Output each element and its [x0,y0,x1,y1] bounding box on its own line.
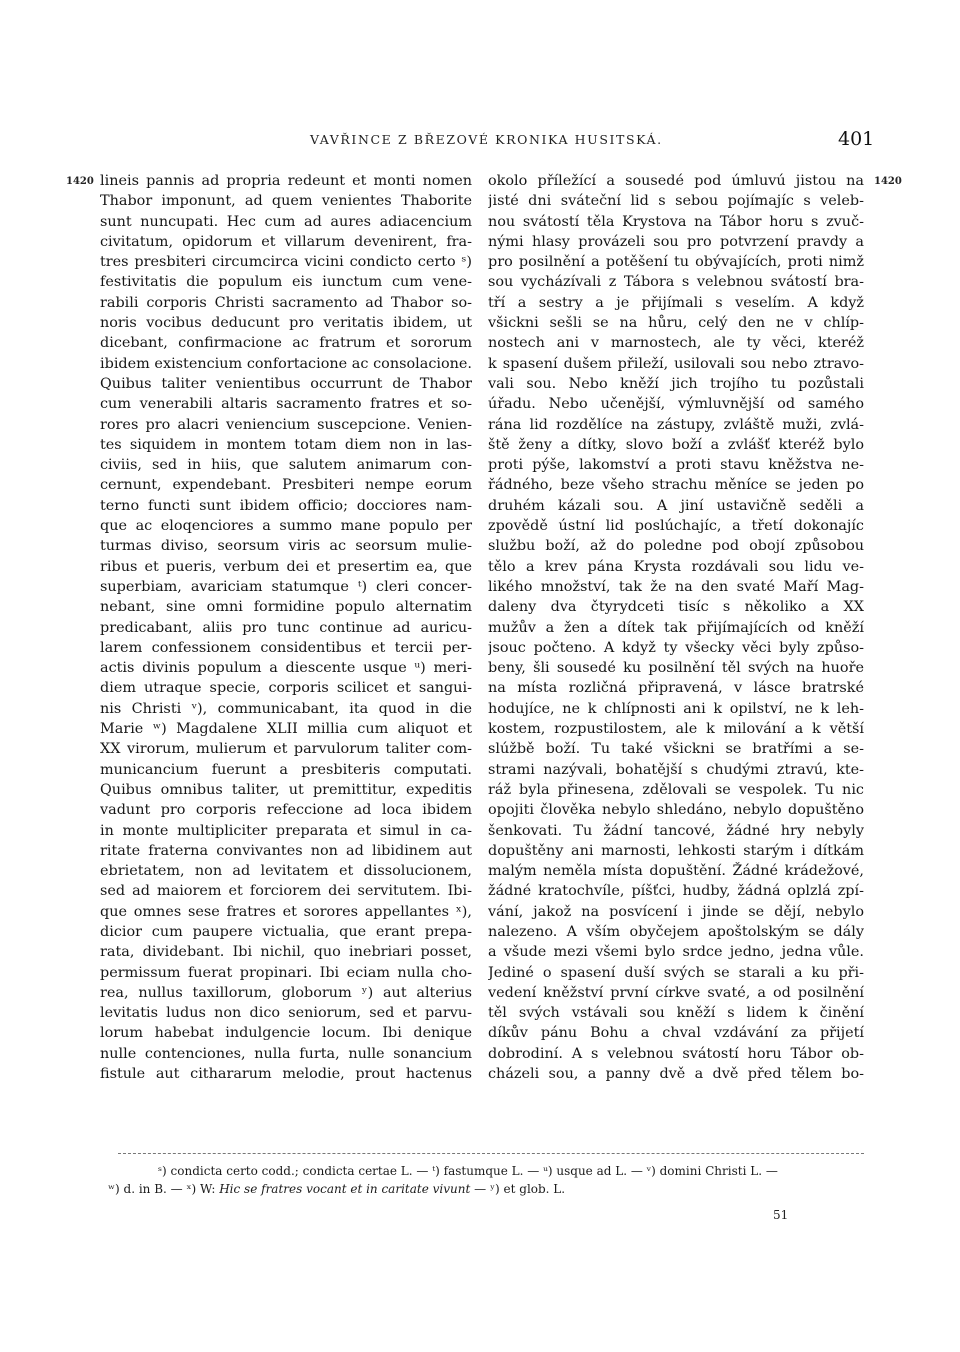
text-line: in monte multipliciter preparata et simul in ca- [100,822,472,839]
text-line: nou svátostí těla Krystova na Tábor horu s zvuč- [488,213,864,230]
text-line: lorum habebat indulgencie locum. Ibi denique [100,1025,472,1042]
text-line: XX virorum, mulierum et parvulorum taliter com- [100,741,472,758]
text-line: na místa rozličná připravená, v lásce bratrské [488,680,864,697]
text-line: diem utraque specie, corporis scilicet et sangui- [100,680,472,697]
text-line: strami nazývali, bohatější s chudými ztravú, kte- [488,761,864,778]
text-line: lineis pannis ad propria redeunt et monti nomen [100,173,472,189]
text-line: actis divinis populum a diescente usque ᵘ) meri- [100,660,472,677]
text-line: dobrodiní. A s velebnou svátostí horu Tábor ob- [488,1045,864,1062]
text-line: všickni sešli se na hůru, celý den ne v chlíp- [488,315,864,332]
text-line: fistule aut cithararum melodie, prout hactenus [100,1066,472,1083]
signature-mark: 51 [773,1208,789,1222]
text-line: malým neměla místa dopuštění. Žádné krádežové, [488,863,864,880]
footnote-line-2-italic: Hic se fratres vocant et in caritate vivunt [219,1182,471,1196]
text-line: ráž byla přinesena, zdělovali se vespolek. Tu nic [488,781,864,798]
text-line: tělo a krev pána Krysta rozdávali sou lidu ve- [488,558,864,575]
text-line: jsouc počteno. A když ty všecky věci byly způso- [488,639,864,656]
text-line: festivitatis die populum eis iunctum cum vene- [100,274,472,291]
margin-year-left: 1420 [66,176,94,187]
text-line: službu boží, až do poledne pod obojí způsobou [488,538,864,555]
text-line: díkův pánu Bohu a chval vzdávání za přijetí [488,1025,864,1042]
text-line: druhém kázali sou. A jiní ustavičně seděli a [488,497,864,514]
text-line: turmas diviso, seorsum viris ac seorsum mulie- [100,538,472,555]
text-line: zpovědě ústní lid poslúchajíc, a třetí dokonajíc [488,518,864,535]
text-line: predicabant, aliis pro tunc continue ad auricu- [100,619,472,636]
text-line: vadunt pro corporis refeccione ad loca ibidem [100,802,472,819]
text-line: rata, dividebant. Ibi nichil, quo inebriari posset, [100,944,472,961]
text-line: Quibus omnibus taliter, ut premittitur, expeditis [100,781,472,798]
text-line: likého množství, tak že na den svaté Maří Mag- [488,578,864,595]
running-title: VAVŘINCE Z BŘEZOVÉ KRONIKA HUSITSKÁ. [310,132,663,147]
footnote-line-2-prefix: ʷ) d. in B. — ˣ) W: [108,1182,220,1196]
text-line: rabili corporis Christi sacramento ad Thabor so- [100,294,472,311]
text-line: larem confessionem considentibus et tercii per- [100,639,472,656]
text-line: a všude mezi všemi bylo srdce jedno, jedna vůle. [488,944,864,961]
text-line: superbiam, avariciam statumque ᵗ) cleri concer- [100,578,472,595]
text-line: rána lid rozdělíce na zástupy, zvláště muži, zvlá- [488,416,864,433]
text-line: nulle contenciones, nulla furta, nulle sonancium [100,1045,472,1062]
text-line: sed ad maiorem et forciorem dei servitutem. Ibi- [100,883,472,900]
text-line: ribus et pueris, verbum dei et presertim ea, que [100,558,472,575]
text-line: rores pro alacri veniencium suscepcione. Venien- [100,416,472,433]
text-line: tes siquidem in montem totam diem non in las- [100,436,472,453]
text-line: Jediné o spasení duší svých se starali a ku při- [488,964,864,981]
text-line: mužův a žen a dítek tak přijímajících od kněží [488,619,864,636]
text-line: permissum fuerat propinari. Ibi eciam nulla cho- [100,964,472,981]
text-line: municancium fuerunt a presbiteris computati. [100,761,472,778]
text-line: nis Christi ᵛ), communicabant, ita quod in die [100,700,472,717]
text-line: řádného, beze všeho strachu měníce se jeden po [488,477,864,494]
text-line: těl svých vstávali sou kněží s lidem k činění [488,1005,864,1022]
text-line: sunt nuncupati. Hec cum ad aures adiacencium [100,213,472,230]
text-line: hodujíce, ne k chlípnosti ani k opilství, ne k leh- [488,700,864,717]
text-line: levitatis ludus non dico seniorum, sed et parvu- [100,1005,472,1022]
margin-year-right: 1420 [874,176,902,187]
text-line: cernunt, expendebant. Presbiteri nempe eorum [100,477,472,494]
footnote-line-2-suffix: — ʸ) et glob. L. [470,1182,566,1196]
text-line: nebant, sine omni formidine populo alternatim [100,599,472,616]
text-line: Thabor imponunt, ad quem venientes Thaborite [100,193,472,210]
text-line: vedení kněžství první církve svaté, a od posilnění [488,984,864,1001]
text-line: sou vycházívali z Tábora s velebnou svátostí bra- [488,274,864,291]
czech-text-column [488,171,864,1084]
text-line: tří a sestry a je přijímali s veselím. A když [488,294,864,311]
text-line: terno functi sunt ibidem officio; docciores nam- [100,497,472,514]
footnote-divider [118,1153,864,1154]
text-line: nými hlasy provázeli sou pro potvrzení pravdy a [488,233,864,250]
text-line: nostech ani v marnostech, ale ty věci, kteréž [488,335,864,352]
text-line: vali sou. Nebo kněží jich trojího tu pozůstali [488,375,864,392]
text-line: úřadu. Nebo učenější, výmluvnější od samého [488,396,864,413]
text-line: civitatum, opidorum et villarum devenirent, fra- [100,233,472,250]
text-line: ibidem existencium confortacione ac consolacione. [100,355,472,372]
text-line: ště ženy a dítky, slovo boží a zvlášť kteréž bylo [488,436,864,453]
text-line: okolo příležící a sousedé pod úmluvú jistou na [488,173,864,189]
text-line: žádné kratochvíle, píšťci, hudby, žádná oplzlá zpí- [488,883,864,900]
page-number: 401 [838,128,875,150]
latin-text-column [100,171,472,1084]
text-line: cházeli sou, a panny dvě a dvě před tělem bo- [488,1066,864,1083]
text-line: cum venerabili altaris sacramento fratres et so- [100,396,472,413]
text-line: beny, šli sousedé ku posilnění těl svých na huoře [488,660,864,677]
text-line: Quibus taliter venientibus occurrunt de Thabor [100,375,472,392]
text-line: dopuštěny ani marnosti, lehkosti starým i dítkám [488,842,864,859]
text-line: Marie ʷ) Magdalene XLII millia cum aliquot et [100,721,472,738]
text-line: que ac eloqenciores a summo mane populo per [100,518,472,535]
text-line: tres presbiteri circumcirca vicini condicto certo ˢ) [100,254,472,271]
text-line: proti pýše, lakomství a proti stavu kněžstva ne- [488,457,864,474]
text-line: ritate fraterna convivantes non ad libidinem aut [100,842,472,859]
footnotes [108,1162,860,1198]
text-line: k spasení dušem přileží, usilovali sou nebo ztravo- [488,355,864,372]
text-line: nalezeno. A vším obyčejem apoštolským se dály [488,923,864,940]
footnote-line-2 [108,1180,860,1198]
text-line: que omnes sese fratres et sorores appellantes ˣ), [100,903,472,920]
text-line: ebrietatem, non ad levitatem et dissolucionem, [100,863,472,880]
text-line: vání, jakož na posvícení i jinde se dějí, nebylo [488,903,864,920]
text-line: opojiti člověka nebylo shledáno, nebylo dopuštěno [488,802,864,819]
text-line: dicebant, confirmacione ac fratrum et sororum [100,335,472,352]
text-line: pro posilnění a potěšení tu obývajících, proti nimž [488,254,864,271]
text-line: kostem, rozpustilostem, ale k milování a k větší [488,721,864,738]
text-line: jisté dni sváteční lid s sebou pojímajíc s veleb- [488,193,864,210]
running-header [0,126,960,154]
text-line: šenkovati. Tu žádní tancové, žádné hry nebyly [488,822,864,839]
footnote-line-1: ˢ) condicta certo codd.; condicta certae L. — ᵗ) fastumque L. — ᵘ) usque ad L. — ᵛ) domini Christi L. — [158,1164,778,1178]
text-line: dicior cum paupere victualia, que erant prepa- [100,923,472,940]
text-line: rea, nullus taxillorum, globorum ʸ) aut alterius [100,984,472,1001]
text-line: civiis, sed in hiis, que salutem animarum con- [100,457,472,474]
text-line: daleny dva čtyrydceti tisíc s několiko a XX [488,599,864,616]
text-line: slúžbě boží. Tu také všickni se bratřími a se- [488,741,864,758]
text-line: noris vocibus deducunt pro veritatis ibidem, ut [100,315,472,332]
